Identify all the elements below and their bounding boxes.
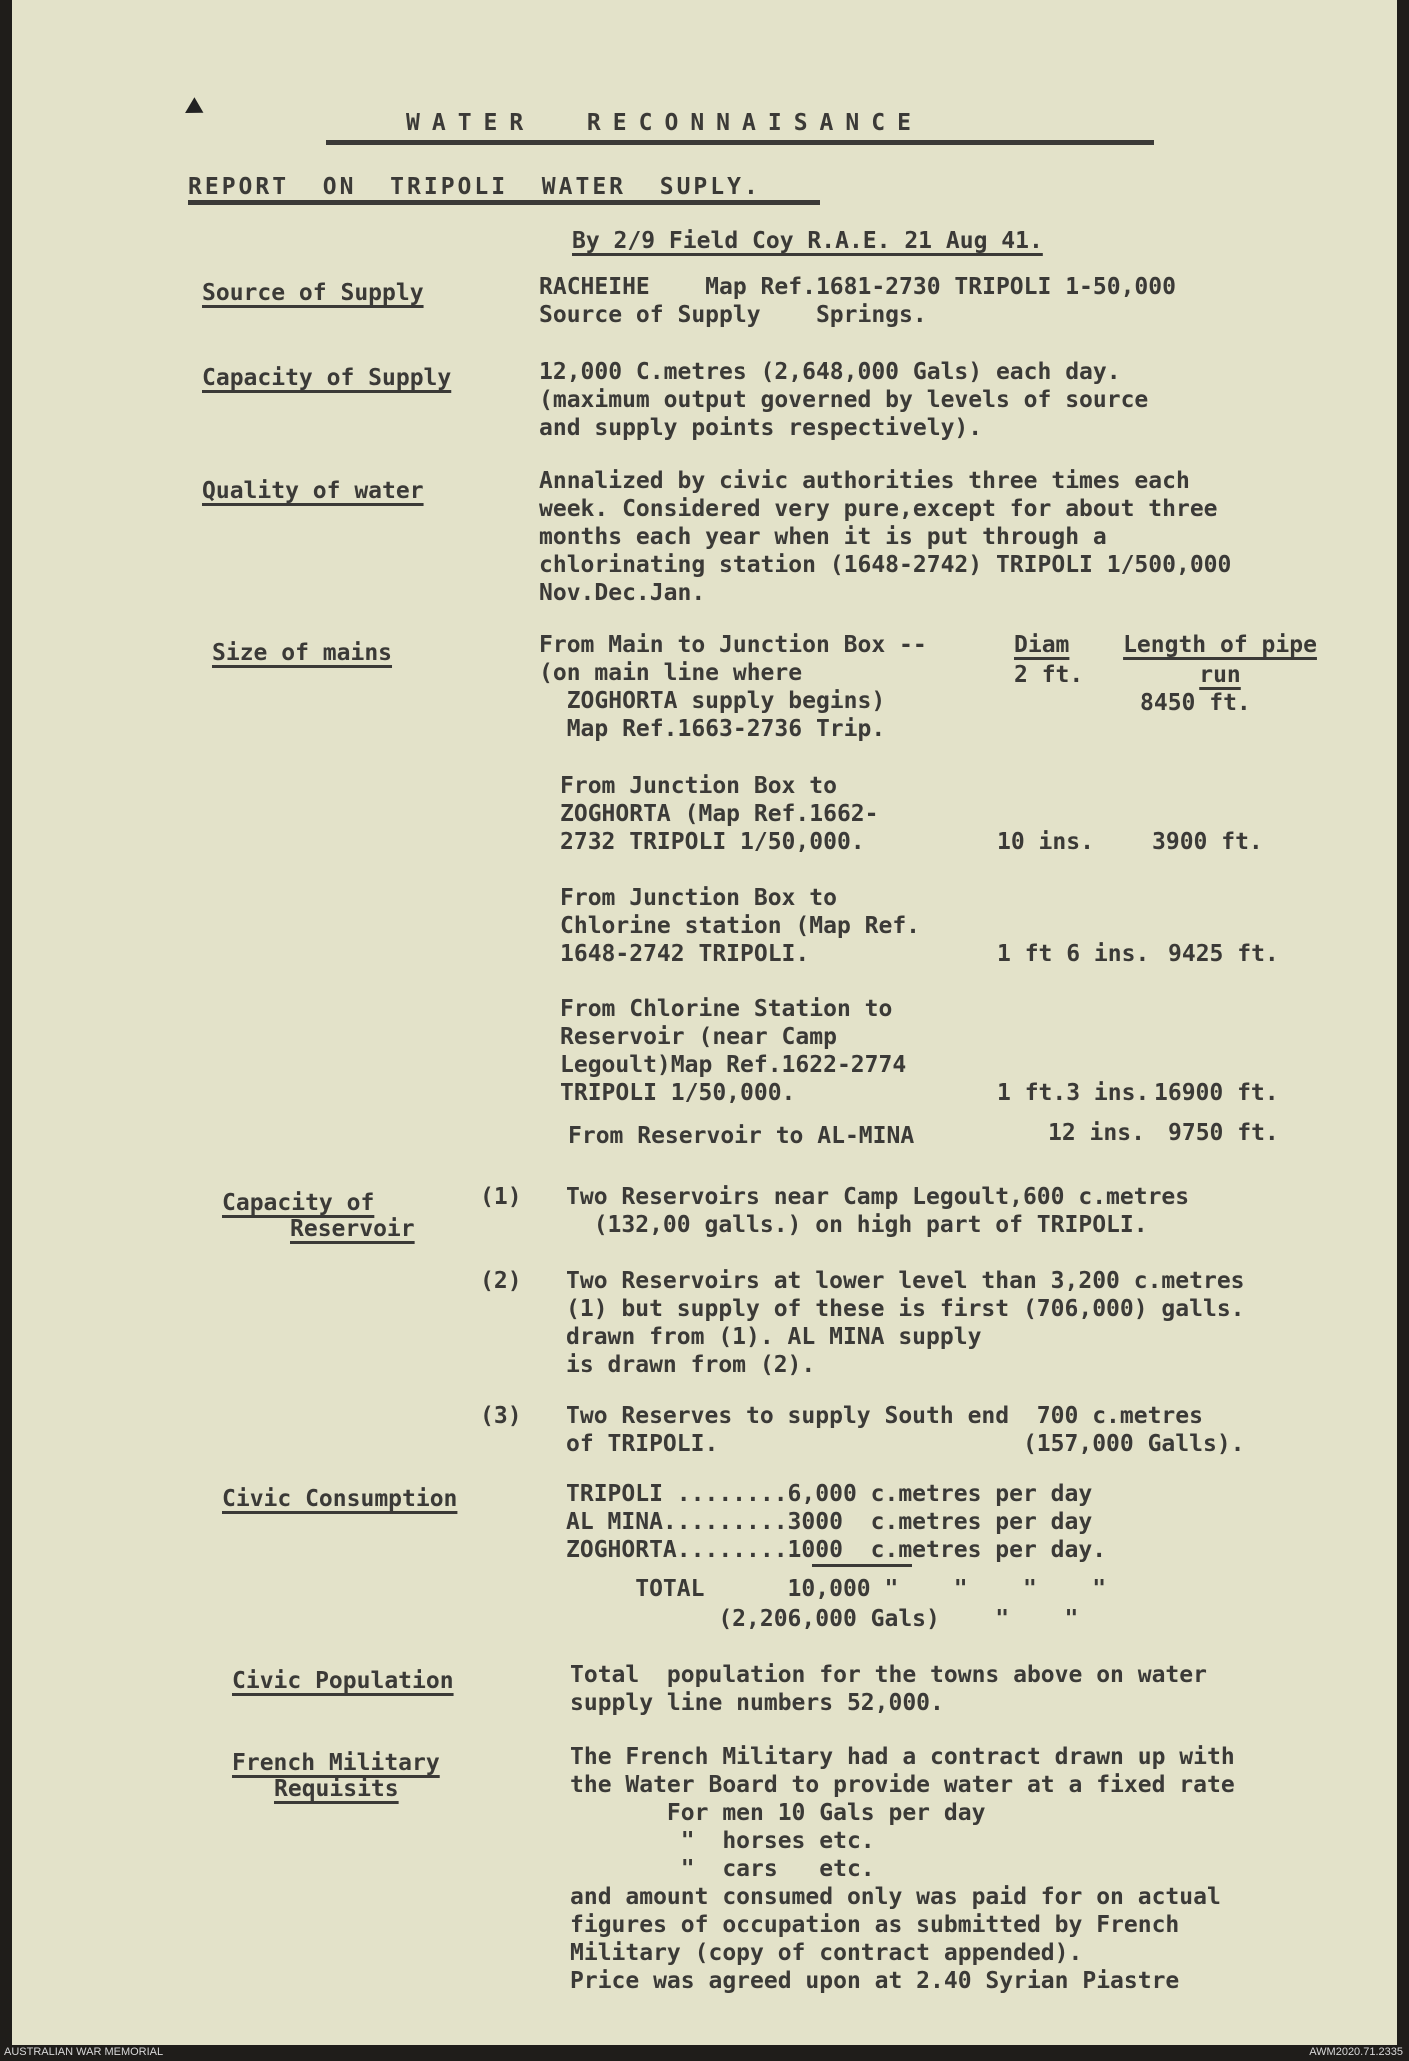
label-requisits: Requisits <box>274 1776 399 1802</box>
mains-row-2-line-1: From Junction Box to <box>560 773 837 799</box>
column-length-of-pipe-run: Length of pipe run <box>1123 632 1317 688</box>
label-capacity-of-supply: Capacity of Supply <box>202 365 452 391</box>
consumption-line-1: TRIPOLI ........6,000 c.metres per day <box>566 1481 1093 1507</box>
mains-row-2-line-3: 2732 TRIPOLI 1/50,000. <box>560 829 865 855</box>
document-page <box>12 0 1397 2045</box>
military-line-8: Military (copy of contract appended). <box>570 1940 1083 1966</box>
label-source-of-supply: Source of Supply <box>202 280 424 306</box>
military-line-1: The French Military had a contract drawn up with <box>570 1744 1235 1770</box>
label-size-of-mains: Size of mains <box>212 640 393 666</box>
mains-row-3-length: 9425 ft. <box>1168 941 1279 967</box>
reservoir-item-2-line-2: (1) but supply of these is first (706,000) galls. <box>566 1296 1245 1322</box>
label-capacity-of: Capacity of <box>222 1190 375 1216</box>
quality-line-5: Nov.Dec.Jan. <box>539 580 706 606</box>
mains-row-3-line-2: Chlorine station (Map Ref. <box>560 913 921 939</box>
reservoir-item-1-line-1: Two Reservoirs near Camp Legoult,600 c.metres <box>566 1184 1190 1210</box>
label-civic-population: Civic Population <box>232 1668 454 1694</box>
label-french-military: French Military <box>232 1750 440 1776</box>
mains-row-4-line-4: TRIPOLI 1/50,000. <box>560 1080 796 1106</box>
capacity-line-2: (maximum output governed by levels of source <box>539 387 1149 413</box>
reservoir-item-3-num: (3) <box>480 1403 522 1429</box>
arrow-mark-icon <box>181 97 204 121</box>
footer-institution: AUSTRALIAN WAR MEMORIAL <box>4 2046 164 2058</box>
mains-row-2-diam: 10 ins. <box>997 829 1094 855</box>
military-line-9: Price was agreed upon at 2.40 Syrian Piastre <box>570 1968 1180 1994</box>
title-underline <box>326 140 1154 145</box>
mains-row-4-diam: 1 ft.3 ins. <box>997 1080 1150 1106</box>
mains-row-3-line-1: From Junction Box to <box>560 885 837 911</box>
consumption-line-3: ZOGHORTA........1000 c.metres per day. <box>566 1537 1107 1563</box>
mains-row-5-length: 9750 ft. <box>1168 1120 1279 1146</box>
column-diam: Diam <box>1014 632 1070 658</box>
subtitle-underline <box>188 200 820 205</box>
reservoir-item-2-line-3: drawn from (1). AL MINA supply <box>566 1324 982 1350</box>
label-reservoir: Reservoir <box>290 1216 415 1242</box>
footer-bar <box>0 2045 1409 2061</box>
mains-row-4-line-2: Reservoir (near Camp <box>560 1024 837 1050</box>
footer-accession-number: AWM2020.71.2335 <box>1309 2046 1403 2058</box>
reservoir-item-3-line-1: Two Reserves to supply South end 700 c.metres <box>566 1403 1203 1429</box>
mains-row-4-line-3: Legoult)Map Ref.1622-2774 <box>560 1052 907 1078</box>
mains-row-1-line-1: From Main to Junction Box -- <box>539 632 927 658</box>
reservoir-item-2-line-1: Two Reservoirs at lower level than 3,200 c.metres <box>566 1268 1245 1294</box>
document-title: WATER RECONNAISANCE <box>406 110 923 136</box>
consumption-line-2: AL MINA.........3000 c.metres per day <box>566 1509 1093 1535</box>
source-line-1: RACHEIHE Map Ref.1681-2730 TRIPOLI 1-50,000 <box>539 274 1176 300</box>
mains-row-2-length: 3900 ft. <box>1152 829 1263 855</box>
military-line-4: " horses etc. <box>570 1828 875 1854</box>
military-line-5: " cars etc. <box>570 1856 875 1882</box>
mains-row-1-length: 8450 ft. <box>1140 690 1251 716</box>
population-line-2: supply line numbers 52,000. <box>570 1690 944 1716</box>
military-line-7: figures of occupation as submitted by French <box>570 1912 1180 1938</box>
mains-row-3-diam: 1 ft 6 ins. <box>997 941 1150 967</box>
mains-row-4-line-1: From Chlorine Station to <box>560 996 893 1022</box>
military-line-2: the Water Board to provide water at a fixed rate <box>570 1772 1235 1798</box>
quality-line-2: week. Considered very pure,except for about three <box>539 496 1218 522</box>
label-quality-of-water: Quality of water <box>202 478 424 504</box>
capacity-line-1: 12,000 C.metres (2,648,000 Gals) each day. <box>539 359 1121 385</box>
reservoir-item-1-line-2: (132,00 galls.) on high part of TRIPOLI. <box>566 1212 1148 1238</box>
reservoir-item-2-line-4: is drawn from (2). <box>566 1352 816 1378</box>
source-line-2: Source of Supply Springs. <box>539 302 927 328</box>
quality-line-4: chlorinating station (1648-2742) TRIPOLI 1/500,000 <box>539 552 1232 578</box>
mains-row-1-diam: 2 ft. <box>1014 662 1084 688</box>
reservoir-item-3-line-2: of TRIPOLI. (157,000 Galls). <box>566 1431 1245 1457</box>
quality-line-1: Annalized by civic authorities three times each <box>539 468 1190 494</box>
label-civic-consumption: Civic Consumption <box>222 1486 458 1512</box>
mains-row-3-line-3: 1648-2742 TRIPOLI. <box>560 941 810 967</box>
mains-row-4-length: 16900 ft. <box>1154 1080 1279 1106</box>
mains-row-1-line-2: (on main line where <box>539 660 803 686</box>
population-line-1: Total population for the towns above on water <box>570 1662 1207 1688</box>
mains-row-5-diam: 12 ins. <box>1048 1120 1145 1146</box>
mains-row-1-line-3: ZOGHORTA supply begins) <box>539 688 886 714</box>
reservoir-item-2-num: (2) <box>480 1268 522 1294</box>
capacity-line-3: and supply points respectively). <box>539 415 983 441</box>
quality-line-3: months each year when it is put through a <box>539 524 1107 550</box>
mains-row-1-line-4: Map Ref.1663-2736 Trip. <box>539 716 886 742</box>
report-byline: By 2/9 Field Coy R.A.E. 21 Aug 41. <box>572 228 1043 254</box>
report-subtitle: REPORT ON TRIPOLI WATER SUPLY. <box>188 174 761 200</box>
mains-row-2-line-2: ZOGHORTA (Map Ref.1662- <box>560 801 879 827</box>
consumption-total-gals: (2,206,000 Gals) " " <box>566 1606 1079 1632</box>
total-rule <box>812 1564 912 1567</box>
consumption-total: TOTAL 10,000 " " " " <box>566 1576 1107 1602</box>
reservoir-item-1-num: (1) <box>480 1184 522 1210</box>
mains-row-5-line-1: From Reservoir to AL-MINA <box>568 1123 915 1149</box>
military-line-6: and amount consumed only was paid for on actual <box>570 1884 1221 1910</box>
military-line-3: For men 10 Gals per day <box>570 1800 986 1826</box>
